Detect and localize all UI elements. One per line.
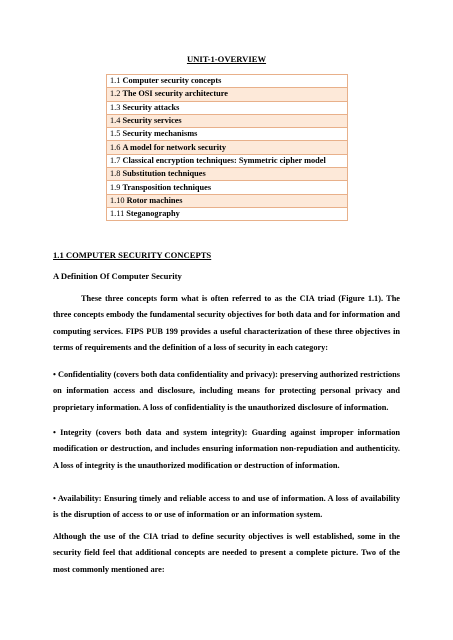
unit-title: UNIT-1-OVERVIEW — [186, 54, 267, 64]
paragraph-additional-concepts: Although the use of the CIA triad to define security objectives is well established, some in the security field feel that additional concepts are needed to present a complete picture. Two of the most commonly mentioned are: — [53, 532, 400, 574]
toc-row: 1.10 Rotor machines — [107, 194, 348, 207]
toc-row: 1.3 Security attacks — [107, 101, 348, 114]
toc-row: 1.5 Security mechanisms — [107, 128, 348, 141]
toc-row: 1.1 Computer security concepts — [107, 75, 348, 88]
paragraph-cia-intro: These three concepts form what is often referred to as the CIA triad (Figure 1.1). The three concepts embody the fundamental security objectives for both data and for information and computing services. FIPS PUB 199 provides a useful characterization of these three objectives in terms of requirements and the definition of a loss of security in each category: — [53, 294, 400, 353]
section-subheading: A Definition Of Computer Security — [53, 271, 182, 281]
toc-row: 1.7 Classical encryption techniques: Symmetric cipher model — [107, 154, 348, 167]
toc-row: 1.4 Security services — [107, 114, 348, 127]
paragraph-availability: • Availability: Ensuring timely and reliable access to and use of information. A loss of availability is the disruption of access to or use of information or an information system. — [53, 494, 400, 520]
paragraph-integrity: • Integrity (covers both data and system integrity): Guarding against improper information modification or destruction, and includes ensuring information non-repudiation and authenticity. A loss of integrity is the unauthorized modification or destruction of information. — [53, 428, 400, 470]
paragraph-confidentiality: • Confidentiality (covers both data confidentiality and privacy): preserving authorized restrictions on information access and disclosure, including means for protecting personal privacy and proprietary information. A loss of confidentiality is the unauthorized disclosure of information. — [53, 370, 400, 412]
table-of-contents — [106, 74, 348, 221]
toc-row: 1.11 Steganography — [107, 207, 348, 220]
toc-row: 1.9 Transposition techniques — [107, 181, 348, 194]
toc-row: 1.8 Substitution techniques — [107, 168, 348, 181]
toc-row: 1.6 A model for network security — [107, 141, 348, 154]
toc-row: 1.2 The OSI security architecture — [107, 88, 348, 101]
section-heading: 1.1 COMPUTER SECURITY CONCEPTS — [53, 250, 212, 260]
